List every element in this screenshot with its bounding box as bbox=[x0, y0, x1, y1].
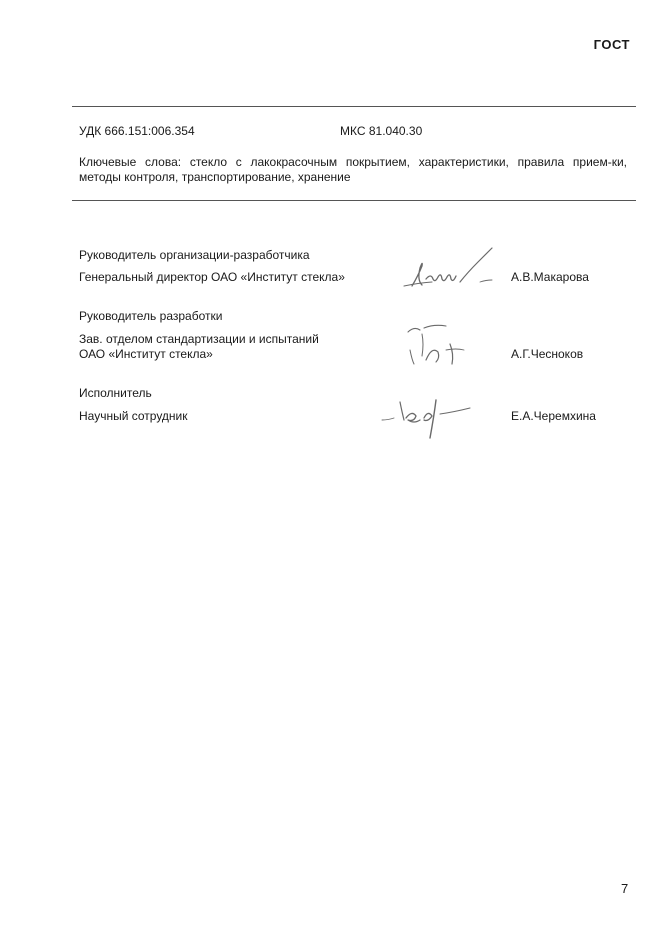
position-dev-head-line1: Зав. отделом стандартизации и испытаний bbox=[79, 332, 319, 346]
name-chesnokov: А.Г.Чесноков bbox=[511, 347, 584, 361]
position-executor: Научный сотрудник bbox=[79, 409, 188, 423]
signature-chesnokov bbox=[402, 320, 472, 370]
position-dev-head-line2: ОАО «Институт стекла» bbox=[79, 347, 213, 361]
section-title-dev-head: Руководитель разработки bbox=[79, 309, 223, 323]
signature-makarova bbox=[398, 246, 498, 294]
signature-cheremkhina bbox=[378, 396, 474, 442]
position-org-head: Генеральный директор ОАО «Институт стекла» bbox=[79, 270, 345, 284]
section-title-executor: Исполнитель bbox=[79, 386, 152, 400]
bottom-divider bbox=[72, 200, 636, 201]
page-number: 7 bbox=[621, 881, 629, 896]
name-makarova: А.В.Макарова bbox=[511, 270, 589, 284]
standard-mark: ГОСТ bbox=[593, 37, 630, 52]
keywords-paragraph: Ключевые слова: стекло с лакокрасочным покрытием, характеристики, правила прием-ки, методы контроля, транспортирование, хранение bbox=[79, 155, 627, 184]
udk-code: УДК 666.151:006.354 bbox=[79, 124, 195, 138]
name-cheremkhina: Е.А.Черемхина bbox=[511, 409, 596, 423]
top-divider bbox=[72, 106, 636, 107]
section-title-org-head: Руководитель организации-разработчика bbox=[79, 248, 310, 262]
mks-code: МКС 81.040.30 bbox=[340, 124, 423, 138]
